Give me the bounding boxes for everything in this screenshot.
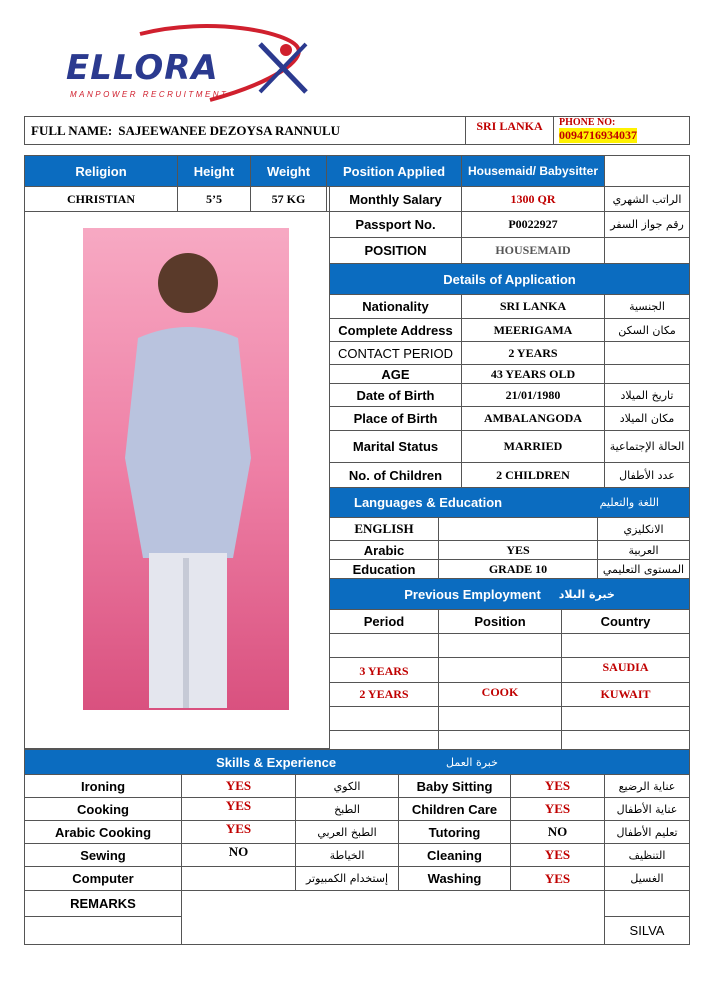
skill-sewing-arabic: الخياطة xyxy=(295,843,399,867)
address-arabic: مكان السكن xyxy=(604,318,690,342)
skill-computer-value xyxy=(181,866,296,891)
skill-arabic-cooking-arabic: الطبخ العربي xyxy=(295,820,399,844)
company-logo xyxy=(60,22,310,106)
employment-position-header: Position xyxy=(438,609,562,634)
employment-header xyxy=(329,578,690,610)
skills-title: Skills & Experience xyxy=(216,754,337,770)
education-value: GRADE 10 xyxy=(438,559,598,579)
employment-period-0 xyxy=(329,633,439,658)
age-arabic xyxy=(604,364,690,384)
employment-period-2: 2 YEARS xyxy=(329,682,439,707)
nationality-arabic: الجنسية xyxy=(604,294,690,319)
skill-ironing-value: YES xyxy=(181,774,296,798)
age-value: 43 YEARS OLD xyxy=(461,364,605,384)
period-header: Period xyxy=(329,609,439,634)
passport-arabic: رقم جواز السفر xyxy=(604,211,690,238)
education-arabic: المستوى التعليمي xyxy=(597,559,690,579)
position-applied-header: Position Applied xyxy=(326,155,462,187)
skill-childrencare-label: Children Care xyxy=(398,797,511,821)
dob-label: Date of Birth xyxy=(329,383,462,407)
skill-sewing-label: Sewing xyxy=(24,843,182,867)
nationality-label: Nationality xyxy=(329,294,462,319)
salary-label: Monthly Salary xyxy=(329,186,462,212)
education-label: Education xyxy=(329,559,439,579)
religion-header: Religion xyxy=(24,155,178,187)
full-name-value: SAJEEWANEE DEZOYSA RANNULU xyxy=(118,122,341,138)
skill-tutoring-arabic: تعليم الأطفال xyxy=(604,820,690,844)
skill-tutoring-value: NO xyxy=(510,820,605,844)
skill-cleaning-label: Cleaning xyxy=(398,843,511,867)
skill-arabic-cooking-label: Arabic Cooking xyxy=(24,820,182,844)
top-empty-cell xyxy=(604,155,690,187)
skills-title-arabic: خبرة العمل xyxy=(446,755,498,769)
person-silhouette-icon xyxy=(83,228,289,710)
phone-value: 0094716934037 xyxy=(559,128,637,142)
religion-value: CHRISTIAN xyxy=(24,186,178,212)
position-applied-value: Housemaid/ Babysitter xyxy=(461,155,605,187)
skill-cleaning-arabic: التنظيف xyxy=(604,843,690,867)
remarks-blank-right xyxy=(604,890,690,917)
country-cell xyxy=(465,116,554,145)
remarks-content xyxy=(181,890,605,945)
english-label: ENGLISH xyxy=(329,517,439,541)
skill-babysitting-label: Baby Sitting xyxy=(398,774,511,798)
position-arabic xyxy=(604,237,690,264)
details-header: Details of Application xyxy=(329,263,690,295)
pob-value: AMBALANGODA xyxy=(461,406,605,431)
skill-childrencare-value: YES xyxy=(510,797,605,821)
address-value: MEERIGAMA xyxy=(461,318,605,342)
employment-period-3 xyxy=(329,706,439,731)
weight-value: 57 KG xyxy=(250,186,327,212)
children-label: No. of Children xyxy=(329,462,462,488)
contract-period-value: 2 YEARS xyxy=(461,341,605,365)
languages-title-arabic: اللغة والتعليم xyxy=(599,496,659,509)
skill-cooking-arabic: الطبخ xyxy=(295,797,399,821)
skill-washing-value: YES xyxy=(510,866,605,891)
marital-label: Marital Status xyxy=(329,430,462,463)
salary-arabic: الراتب الشهري xyxy=(604,186,690,212)
skill-cooking-label: Cooking xyxy=(24,797,182,821)
skill-cooking-value: YES xyxy=(181,797,296,821)
position-label: POSITION xyxy=(329,237,462,264)
skill-washing-label: Washing xyxy=(398,866,511,891)
position-value: HOUSEMAID xyxy=(461,237,605,264)
remarks-label: REMARKS xyxy=(24,890,182,917)
nationality-value: SRI LANKA xyxy=(461,294,605,319)
logo-tagline: MANPOWER RECRUITMENT xyxy=(70,90,229,99)
employment-title: Previous Employment xyxy=(404,586,541,602)
agent-name: SILVA xyxy=(604,916,690,945)
height-value: 5’5 xyxy=(177,186,251,212)
arabic-value: YES xyxy=(438,540,598,560)
skill-computer-arabic: إستخدام الكمبيوتر xyxy=(295,866,399,891)
passport-value: P0022927 xyxy=(461,211,605,238)
contract-period-arabic xyxy=(604,341,690,365)
children-value: 2 CHILDREN xyxy=(461,462,605,488)
english-arabic: الانكليزي xyxy=(597,517,690,541)
full-name-cell xyxy=(24,116,466,145)
dob-arabic: تاريخ الميلاد xyxy=(604,383,690,407)
skill-cleaning-value: YES xyxy=(510,843,605,867)
skill-babysitting-value: YES xyxy=(510,774,605,798)
children-arabic: عدد الأطفال xyxy=(604,462,690,488)
employment-position-0 xyxy=(438,633,562,658)
skill-babysitting-arabic: عناية الرضيع xyxy=(604,774,690,798)
employment-country-2: KUWAIT xyxy=(561,682,690,707)
employment-title-arabic: خبرة البلاد xyxy=(558,587,615,601)
age-label: AGE xyxy=(329,364,462,384)
logo-brand: ELLORA xyxy=(66,48,219,88)
marital-arabic: الحالة الإجتماعية xyxy=(604,430,690,463)
contract-period-label: CONTACT PERIOD xyxy=(329,341,462,365)
employment-country-0 xyxy=(561,633,690,658)
marital-value: MARRIED xyxy=(461,430,605,463)
skill-arabic-cooking-value: YES xyxy=(181,820,296,844)
skill-sewing-value: NO xyxy=(181,843,296,867)
skill-ironing-arabic: الكوي xyxy=(295,774,399,798)
employment-country-3 xyxy=(561,706,690,731)
languages-header xyxy=(329,487,690,518)
country-value: SRI LANKA xyxy=(476,119,543,133)
phone-cell xyxy=(553,116,690,145)
employment-period-1: 3 YEARS xyxy=(329,657,439,683)
skills-header xyxy=(24,749,690,775)
arabic-arabic: العربية xyxy=(597,540,690,560)
pob-arabic: مكان الميلاد xyxy=(604,406,690,431)
skill-computer-label: Computer xyxy=(24,866,182,891)
employment-position-3 xyxy=(438,706,562,731)
salary-value: 1300 QR xyxy=(461,186,605,212)
height-header: Height xyxy=(177,155,251,187)
arabic-label: Arabic xyxy=(329,540,439,560)
candidate-photo xyxy=(83,228,289,710)
weight-header: Weight xyxy=(250,155,327,187)
full-name-label: FULL NAME: xyxy=(31,122,113,138)
employment-country-4 xyxy=(561,730,690,750)
remarks-blank-left xyxy=(24,916,182,945)
passport-label: Passport No. xyxy=(329,211,462,238)
english-value xyxy=(438,517,598,541)
pob-label: Place of Birth xyxy=(329,406,462,431)
employment-position-2: COOK xyxy=(438,682,562,707)
employment-country-1: SAUDIA xyxy=(561,657,690,683)
employment-position-1 xyxy=(438,657,562,683)
dob-value: 21/01/1980 xyxy=(461,383,605,407)
skill-ironing-label: Ironing xyxy=(24,774,182,798)
employment-country-header: Country xyxy=(561,609,690,634)
employment-position-4 xyxy=(438,730,562,750)
skill-washing-arabic: الغسيل xyxy=(604,866,690,891)
skill-tutoring-label: Tutoring xyxy=(398,820,511,844)
phone-label: PHONE NO: xyxy=(559,117,616,128)
skill-childrencare-arabic: عناية الأطفال xyxy=(604,797,690,821)
address-label: Complete Address xyxy=(329,318,462,342)
languages-title: Languages & Education xyxy=(354,495,503,510)
employment-period-4 xyxy=(329,730,439,750)
